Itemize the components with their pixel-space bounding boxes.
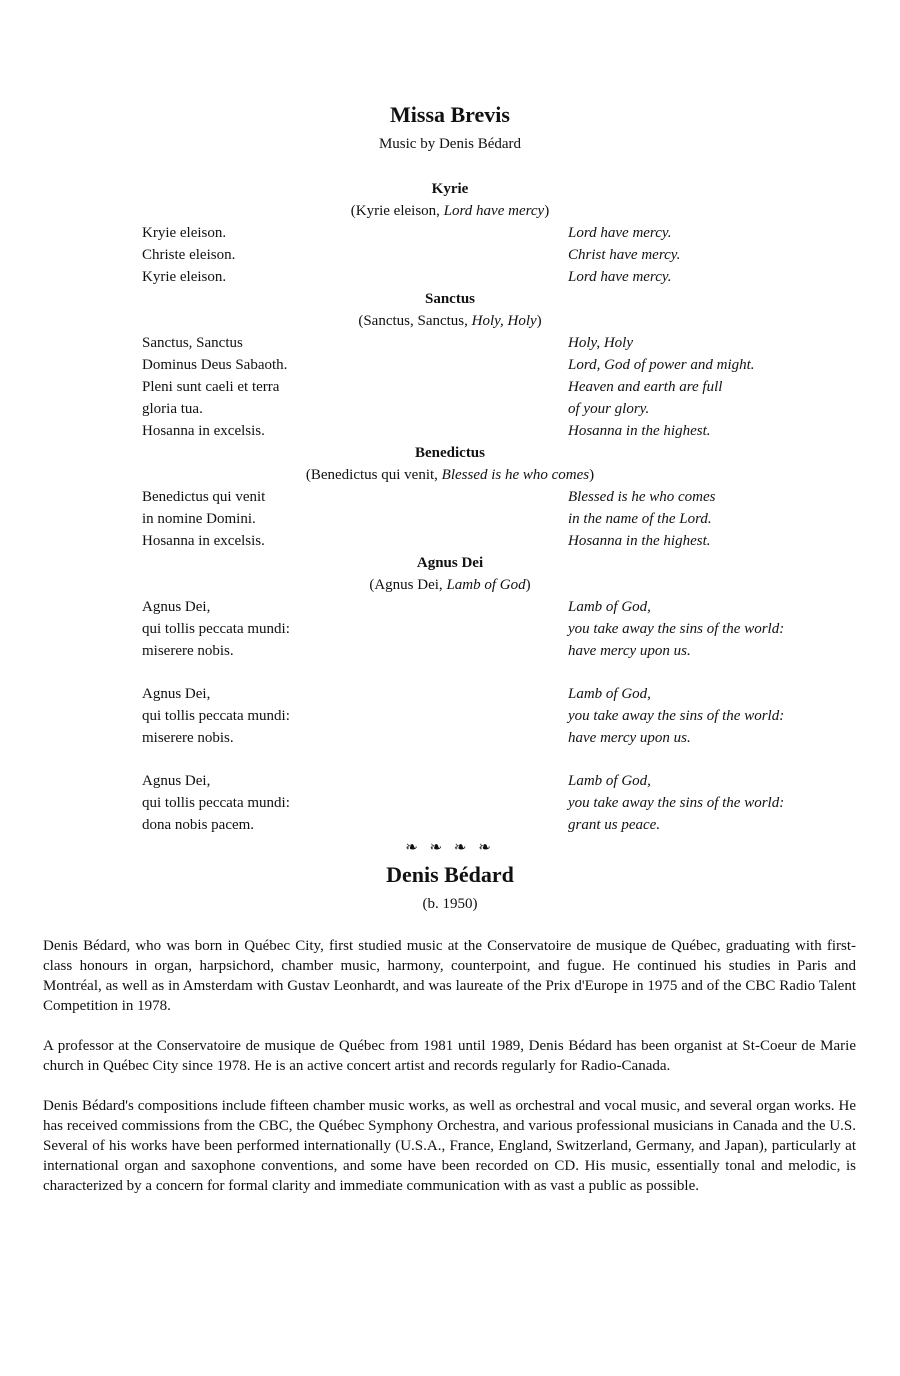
section-kyrie — [0, 178, 900, 288]
subheading-latin: (Kyrie eleison, — [350, 203, 444, 219]
section-heading: Benedictus — [414, 445, 485, 461]
subheading-close: ) — [544, 203, 550, 219]
english-text: Heaven and earth are full — [568, 379, 723, 395]
english-text: Hosanna in the highest. — [568, 423, 711, 439]
bio-heading: Denis Bédard — [386, 862, 514, 887]
bio-paragraph: A professor at the Conservatoire de musique de Québec from 1981 until 1989, Denis Bédard has been organist at St-Coeur de Marie church in Québec City since 1978. He is an active concert artist and records regularly for Radio-Canada. — [43, 1038, 856, 1074]
english-text: grant us peace. — [568, 817, 661, 833]
section-agnus-dei — [0, 552, 900, 836]
latin-text: Sanctus, Sanctus — [142, 335, 243, 351]
latin-text: Hosanna in excelsis. — [142, 533, 265, 549]
text-line — [0, 705, 900, 727]
subheading-latin: (Sanctus, Sanctus, — [358, 313, 472, 329]
latin-text: qui tollis peccata mundi: — [142, 795, 290, 811]
section-subheading — [0, 310, 900, 332]
text-line — [0, 792, 900, 814]
text-line — [0, 596, 900, 618]
text-line — [0, 398, 900, 420]
latin-text: Agnus Dei, — [142, 686, 211, 702]
latin-text: in nomine Domini. — [142, 511, 256, 527]
text-line — [0, 266, 900, 288]
latin-text: Christe eleison. — [142, 247, 236, 263]
english-text: Lord have mercy. — [568, 225, 672, 241]
text-line — [0, 508, 900, 530]
latin-text: Dominus Deus Sabaoth. — [142, 357, 288, 373]
section-heading: Sanctus — [424, 291, 476, 307]
text-line — [0, 770, 900, 792]
latin-text: Kyrie eleison. — [142, 269, 227, 285]
subheading-translation: Lamb of God — [446, 577, 526, 593]
biography — [43, 936, 856, 1216]
latin-text: dona nobis pacem. — [142, 817, 255, 833]
english-text: you take away the sins of the world: — [568, 621, 785, 637]
mass-sections — [0, 178, 900, 836]
bio-paragraph: Denis Bédard's compositions include fifteen chamber music works, as well as orchestral and vocal music, and several organ works. He has received commissions from the CBC, the Québec Symphony Orchestra, and various professional musicians in Canada and the U.S. Several of his works have been performed internationally (U.S.A., France, England, Switzerland, Germany, and Japan), particularly at international organ and saxophone conventions, and some have been recorded on CD. His music, essentially tonal and melodic, is characterized by a concern for formal clarity and immediate communication with as vast a public as possible. — [43, 1098, 856, 1194]
composer-credit: Music by Denis Bédard — [378, 136, 522, 152]
subheading-translation: Holy, Holy — [471, 313, 537, 329]
text-line — [0, 222, 900, 244]
latin-text: miserere nobis. — [142, 730, 234, 746]
text-line — [0, 420, 900, 442]
subheading-translation: Lord have mercy — [443, 203, 545, 219]
text-line — [0, 354, 900, 376]
subheading-close: ) — [536, 313, 542, 329]
bio-paragraph: Denis Bédard, who was born in Québec City, first studied music at the Conservatoire de musique de Québec, graduating with first-class honours in organ, harpsichord, chamber music, harmony, counterpoint, and fugue. He continued his studies in Paris and Montréal, as well as in Amsterdam with Gustav Leonhardt, and was laureate of the Prix d'Europe in 1975 and of the CBC Radio Talent Competition in 1978. — [43, 938, 856, 1014]
section-heading: Agnus Dei — [416, 555, 484, 571]
english-text: Lamb of God, — [568, 686, 651, 702]
latin-text: miserere nobis. — [142, 643, 234, 659]
latin-text: Kryie eleison. — [142, 225, 227, 241]
text-line — [0, 530, 900, 552]
latin-text: gloria tua. — [142, 401, 203, 417]
section-subheading — [0, 574, 900, 596]
section-subheading — [0, 464, 900, 486]
page-title: Missa Brevis — [390, 102, 510, 127]
english-text: in the name of the Lord. — [568, 511, 712, 527]
text-line — [0, 332, 900, 354]
text-line — [0, 376, 900, 398]
bio-years: (b. 1950) — [422, 896, 478, 912]
english-text: Holy, Holy — [568, 335, 633, 351]
english-text: have mercy upon us. — [568, 643, 691, 659]
english-text: have mercy upon us. — [568, 730, 691, 746]
latin-text: Hosanna in excelsis. — [142, 423, 265, 439]
subheading-latin: (Agnus Dei, — [369, 577, 447, 593]
subheading-close: ) — [525, 577, 531, 593]
text-line — [0, 244, 900, 266]
text-line — [0, 683, 900, 705]
latin-text: qui tollis peccata mundi: — [142, 621, 290, 637]
text-line — [0, 618, 900, 640]
english-text: Blessed is he who comes — [568, 489, 716, 505]
text-line — [0, 640, 900, 662]
subheading-latin: (Benedictus qui venit, — [305, 467, 442, 483]
english-text: Lord have mercy. — [568, 269, 672, 285]
subheading-translation: Blessed is he who comes — [441, 467, 590, 483]
latin-text: Agnus Dei, — [142, 599, 211, 615]
english-text: Lord, God of power and might. — [568, 357, 755, 373]
english-text: you take away the sins of the world: — [568, 795, 785, 811]
section-benedictus — [0, 442, 900, 552]
section-heading: Kyrie — [431, 181, 469, 197]
text-line — [0, 814, 900, 836]
english-text: Lamb of God, — [568, 773, 651, 789]
floral-ornament-icon: ❧ ❧ ❧ ❧ — [405, 840, 495, 856]
english-text: Lamb of God, — [568, 599, 651, 615]
text-line — [0, 486, 900, 508]
english-text: of your glory. — [568, 401, 650, 417]
english-text: Hosanna in the highest. — [568, 533, 711, 549]
section-sanctus — [0, 288, 900, 442]
text-line — [0, 727, 900, 749]
subheading-close: ) — [589, 467, 595, 483]
english-text: you take away the sins of the world: — [568, 708, 785, 724]
latin-text: qui tollis peccata mundi: — [142, 708, 290, 724]
latin-text: Agnus Dei, — [142, 773, 211, 789]
latin-text: Pleni sunt caeli et terra — [142, 379, 280, 395]
section-subheading — [0, 200, 900, 222]
english-text: Christ have mercy. — [568, 247, 681, 263]
latin-text: Benedictus qui venit — [142, 489, 266, 505]
